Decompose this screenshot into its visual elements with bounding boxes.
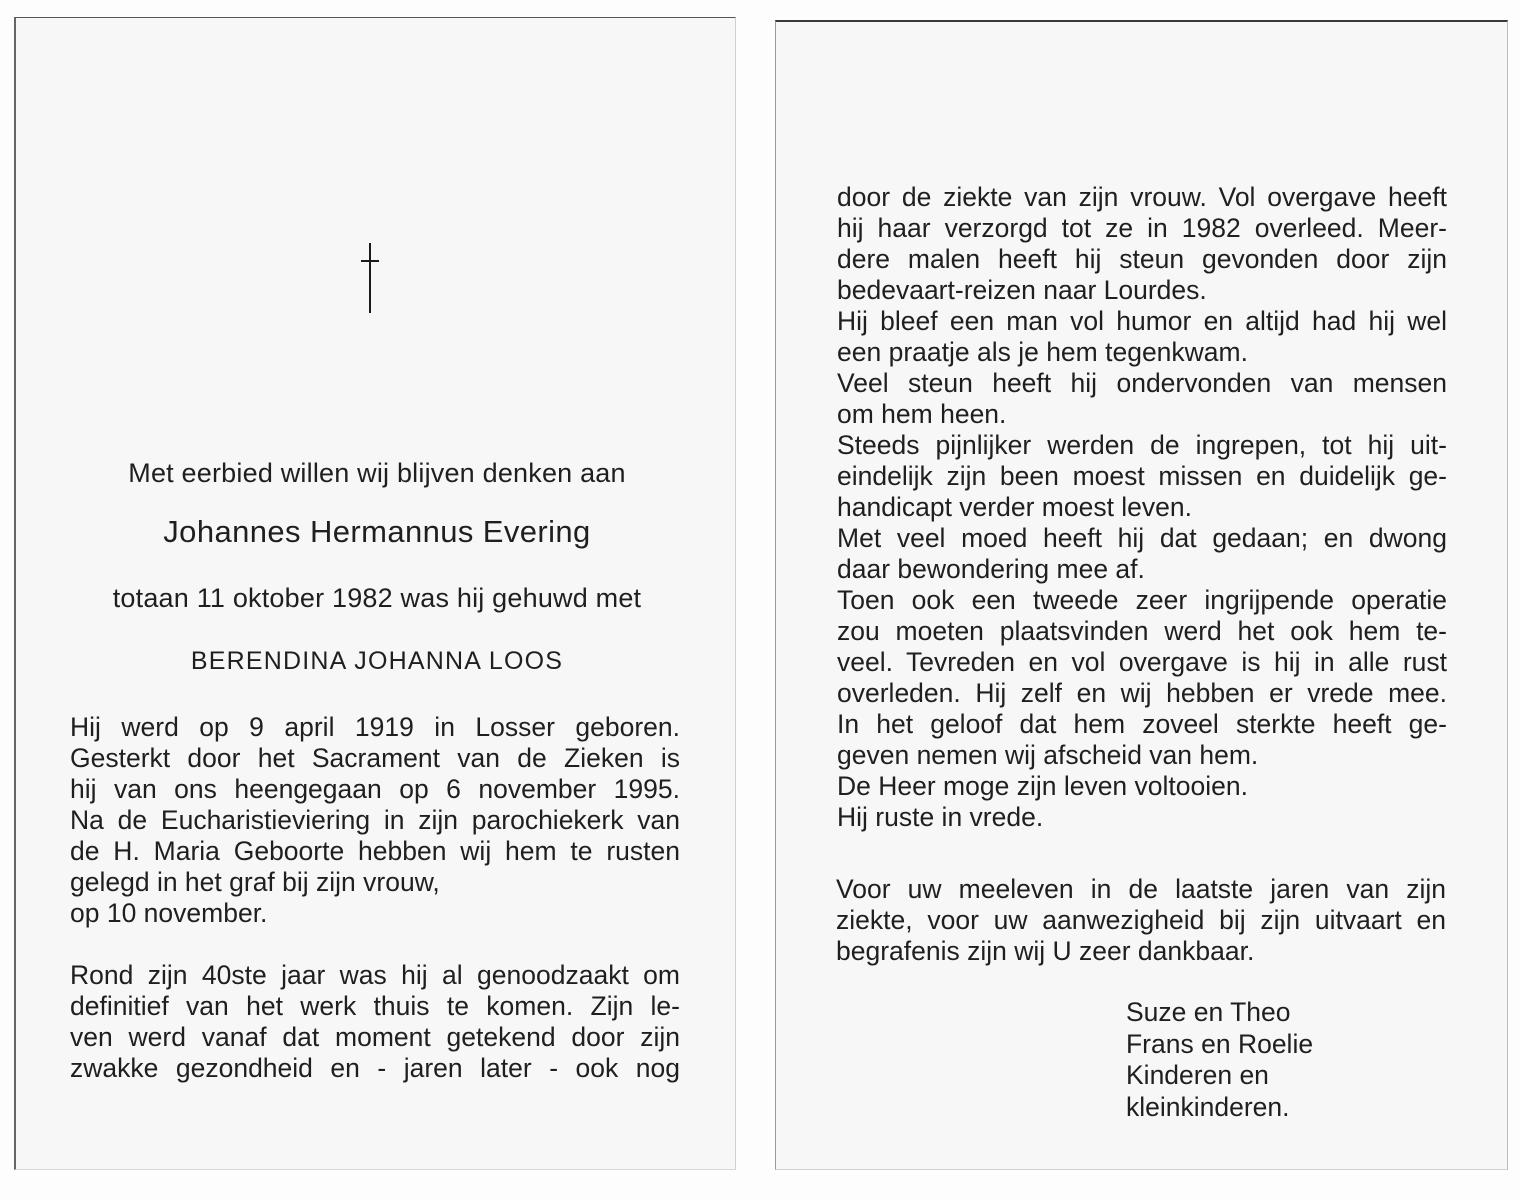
text-line: om hem heen. <box>837 399 1007 429</box>
signature-line: kleinkinderen. <box>1126 1091 1290 1122</box>
life-story-paragraph <box>70 960 680 1084</box>
text-line: zou moeten plaatsvinden werd het ook hem te- <box>837 616 1447 646</box>
text-line: Rond zijn 40ste jaar was hij al genoodzaakt om <box>70 960 680 990</box>
text-line: op 10 november. <box>70 898 268 928</box>
text-line: geven nemen wij afscheid van hem. <box>837 740 1259 770</box>
text-line: Na de Eucharistieviering in zijn parochiekerk van <box>70 805 680 835</box>
biography-paragraph <box>70 712 680 929</box>
text-line: De Heer moge zijn leven voltooien. <box>837 771 1248 801</box>
text-line: definitief van het werk thuis te komen. Zijn le- <box>70 991 680 1021</box>
text-line: gelegd in het graf bij zijn vrouw, <box>70 867 440 897</box>
text-line: Veel steun heeft hij ondervonden van mensen <box>837 368 1447 398</box>
text-line: In het geloof dat hem zoveel sterkte heeft ge- <box>837 709 1447 739</box>
text-line: de H. Maria Geboorte hebben wij hem te rusten <box>70 836 680 866</box>
text-line: hij van ons heengegaan op 6 november 1995. <box>70 774 680 804</box>
text-line: Hij ruste in vrede. <box>837 802 1044 832</box>
text-line: Gesterkt door het Sacrament van de Zieken is <box>70 743 680 773</box>
signature-line: Kinderen en <box>1126 1060 1269 1090</box>
married-text: totaan 11 oktober 1982 was hij gehuwd met <box>112 583 642 613</box>
text-line: een praatje als je hem tegenkwam. <box>837 337 1248 367</box>
intro-text: Met eerbied willen wij blijven denken aan <box>128 458 626 488</box>
deceased-name: Johannes Hermannus Evering <box>163 514 591 549</box>
signature-line: Suze en Theo <box>1126 997 1291 1027</box>
text-line: ven werd vanaf dat moment getekend door zijn <box>70 1022 680 1052</box>
continued-story-paragraph <box>837 182 1447 833</box>
right-card-page <box>775 20 1508 1170</box>
signature-line: Frans en Roelie <box>1126 1028 1314 1059</box>
left-card-page <box>14 17 736 1170</box>
gratitude-paragraph <box>836 874 1446 967</box>
text-line: hij haar verzorgd tot ze in 1982 overleed. Meer- <box>837 213 1447 243</box>
text-line: zwakke gezondheid en - jaren later - ook nog <box>70 1053 680 1083</box>
text-line: bedevaart-reizen naar Lourdes. <box>837 275 1207 305</box>
text-line: door de ziekte van zijn vrouw. Vol overgave heeft <box>837 182 1447 212</box>
text-line: veel. Tevreden en vol overgave is hij in alle rust <box>837 647 1447 677</box>
text-line: ziekte, voor uw aanwezigheid bij zijn uitvaart en <box>836 905 1446 935</box>
text-line: eindelijk zijn been moest missen en duidelijk ge- <box>837 461 1447 491</box>
text-line: dere malen heeft hij steun gevonden door zijn <box>837 244 1447 274</box>
text-line: daar bewondering mee af. <box>837 554 1145 584</box>
text-line: Toen ook een tweede zeer ingrijpende operatie <box>837 585 1447 615</box>
text-line: Steeds pijnlijker werden de ingrepen, tot hij uit- <box>837 430 1447 460</box>
cross-icon <box>353 243 387 313</box>
text-line: handicapt verder moest leven. <box>837 492 1193 522</box>
text-line: Met veel moed heeft hij dat gedaan; en dwong <box>837 523 1447 553</box>
text-line: Hij bleef een man vol humor en altijd had hij wel <box>837 306 1447 336</box>
text-line: begrafenis zijn wij U zeer dankbaar. <box>836 936 1255 966</box>
text-line: Voor uw meeleven in de laatste jaren van zijn <box>836 874 1446 904</box>
text-line: overleden. Hij zelf en wij hebben er vrede mee. <box>837 678 1447 708</box>
text-line: Hij werd op 9 april 1919 in Losser geboren. <box>70 712 680 742</box>
family-signature <box>1126 997 1313 1123</box>
spouse-name: BERENDINA JOHANNA LOOS <box>190 647 564 675</box>
